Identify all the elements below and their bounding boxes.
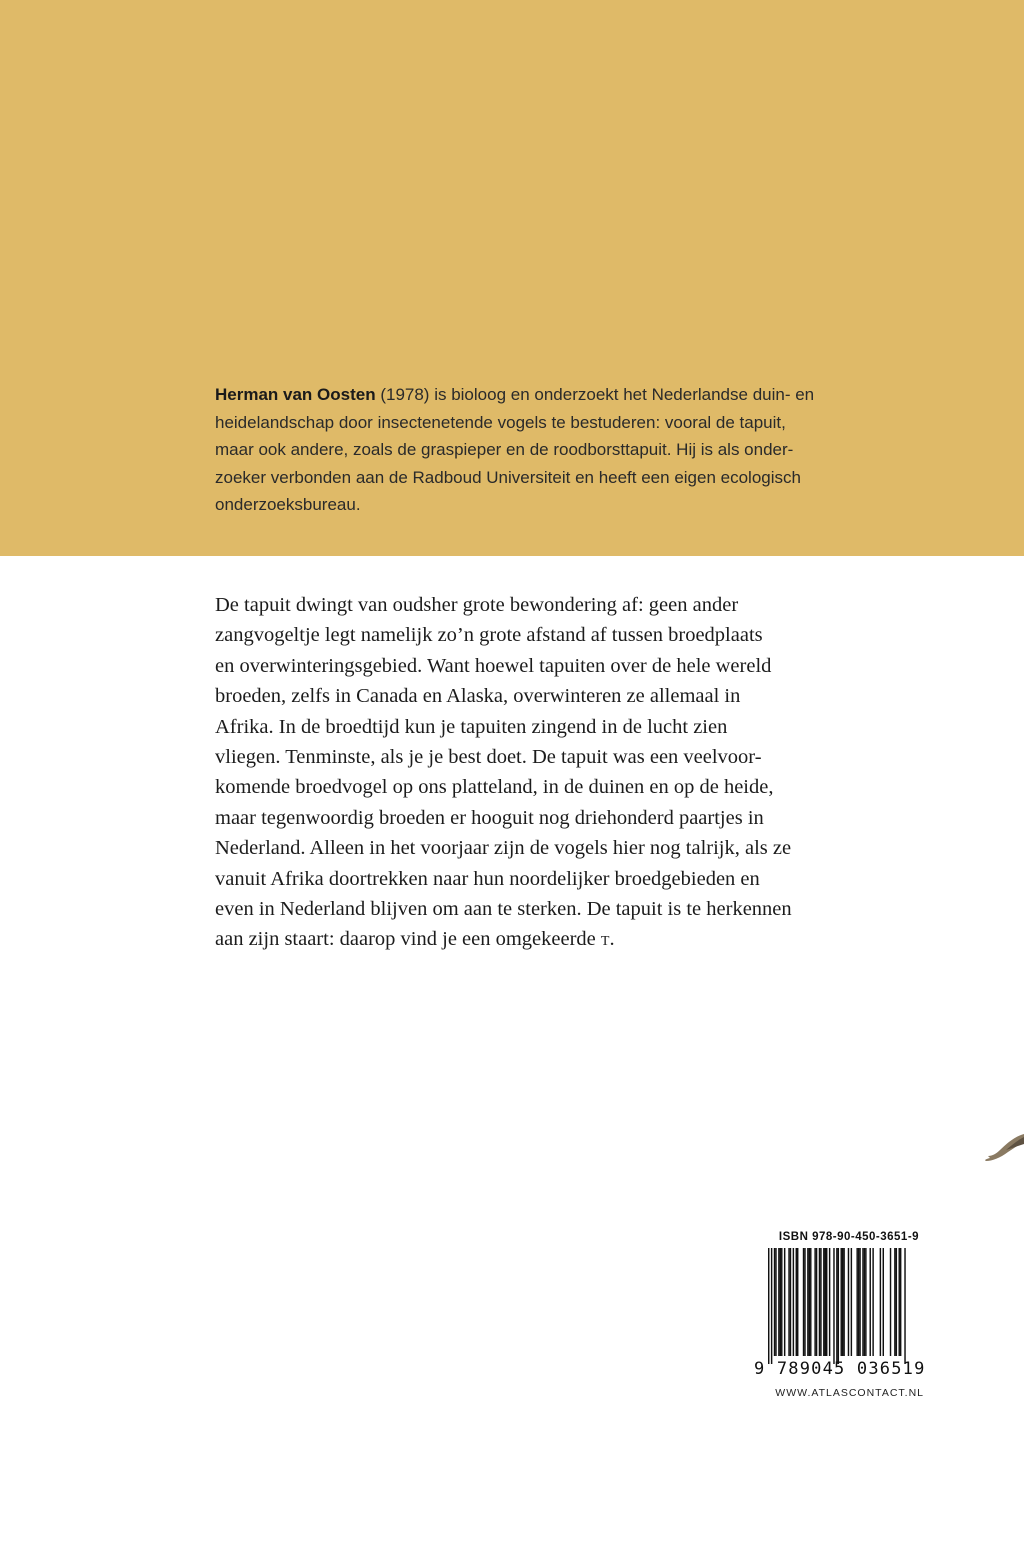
barcode-bar: [870, 1248, 871, 1356]
author-bio-line: onderzoeksbureau.: [215, 495, 361, 514]
blurb-last-line-end: .: [609, 928, 615, 951]
barcode-bar: [894, 1248, 895, 1356]
barcode-bar: [890, 1248, 891, 1356]
barcode-bar: [823, 1248, 824, 1356]
barcode-bar: [825, 1248, 826, 1356]
blurb-line: De tapuit dwingt van oudsher grote bewondering af: geen ander: [215, 594, 739, 616]
blurb-line: en overwinteringsgebied. Want hoewel tapuiten over de hele wereld: [215, 654, 772, 677]
barcode-bar: [904, 1248, 905, 1364]
author-bio-line: heidelandschap door insectenetende vogels te bestuderen: vooral de tapuit,: [215, 412, 786, 432]
barcode-bar: [790, 1248, 791, 1356]
barcode-bar: [826, 1248, 827, 1356]
barcode-bar: [856, 1248, 857, 1356]
author-bio: [215, 381, 915, 519]
barcode-bar: [836, 1248, 837, 1364]
barcode-bar: [865, 1248, 866, 1356]
blurb-line: even in Nederland blijven om aan te sterken. De tapuit is te herkennen: [215, 898, 792, 921]
barcode-bar: [781, 1248, 782, 1356]
barcode-bar: [771, 1248, 772, 1364]
barcode-bar: [803, 1248, 804, 1356]
blurb-line: broeden, zelfs in Canada en Alaska, overwinteren ze allemaal in: [215, 685, 741, 708]
barcode-bar: [900, 1248, 901, 1356]
barcode-bar: [809, 1248, 810, 1356]
barcode-icon: [754, 1248, 934, 1366]
barcode-bar: [775, 1248, 776, 1356]
bird-tail-icon: [980, 1128, 1024, 1168]
author-bio-line: [215, 381, 915, 409]
author-bio-intro: (1978) is bioloog en onderzoekt het Nederlandse duin- en: [375, 385, 815, 404]
barcode-bar: [796, 1248, 797, 1356]
barcode-bar: [833, 1248, 834, 1364]
barcode-bar: [819, 1248, 820, 1356]
barcode-bar: [872, 1248, 873, 1356]
barcode-bar: [780, 1248, 781, 1356]
blurb-last-line: [215, 924, 915, 957]
barcode-bar: [859, 1248, 860, 1356]
barcode-bar: [797, 1248, 798, 1356]
barcode-bar: [807, 1248, 808, 1356]
blurb-letter-t: T: [600, 934, 610, 950]
barcode-bar: [858, 1248, 859, 1356]
barcode-bar: [880, 1248, 881, 1356]
isbn-label: ISBN 978-90-450-3651-9: [778, 1231, 920, 1243]
barcode-bar: [784, 1248, 785, 1356]
barcode-bar: [810, 1248, 811, 1356]
barcode-bar: [862, 1248, 863, 1356]
barcode-bar: [838, 1248, 839, 1364]
barcode-bar: [793, 1248, 794, 1356]
blurb-line: zangvogeltje legt namelijk zo’n grote afstand af tussen broedplaats: [215, 624, 763, 647]
barcode-bar: [804, 1248, 805, 1356]
publisher-website: WWW.ATLASCONTACT.NL: [775, 1387, 924, 1399]
barcode-bar: [843, 1248, 844, 1356]
barcode-bar: [883, 1248, 884, 1356]
blurb-line: Afrika. In de broedtijd kun je tapuiten zingend in de lucht zien: [215, 715, 728, 738]
barcode-bar: [842, 1248, 843, 1356]
blurb-line: komende broedvogel op ons platteland, in de duinen en op de heide,: [215, 776, 774, 799]
barcode-bar: [864, 1248, 865, 1356]
barcode-bar: [778, 1248, 779, 1356]
barcode-bar: [848, 1248, 849, 1356]
barcode-bar: [768, 1248, 769, 1364]
barcode-bar: [829, 1248, 830, 1356]
barcode-bar: [820, 1248, 821, 1356]
barcode-digits: 9 789045 036519: [754, 1359, 926, 1379]
barcode-bar: [851, 1248, 852, 1356]
blurb-line: maar tegenwoordig broeden er hooguit nog driehonderd paartjes in: [215, 806, 764, 829]
barcode-block: [754, 1231, 934, 1401]
blurb-last-line-text: aan zijn staart: daarop vind je een omgekeerde: [215, 928, 601, 951]
barcode-bar: [816, 1248, 817, 1356]
author-bio-line: maar ook andere, zoals de graspieper en de roodborsttapuit. Hij is als onder-: [215, 440, 794, 459]
blurb-line: vliegen. Tenminste, als je je best doet. De tapuit was een veelvoor-: [215, 746, 762, 769]
barcode-bar: [774, 1248, 775, 1356]
barcode-bar: [896, 1248, 897, 1356]
barcode-bar: [841, 1248, 842, 1356]
author-name: Herman van Oosten: [215, 385, 376, 404]
blurb-line: vanuit Afrika doortrekken naar hun noordelijker broedgebieden en: [215, 867, 760, 890]
barcode-bar: [814, 1248, 815, 1356]
blurb-line: Nederland. Alleen in het voorjaar zijn de vogels hier nog talrijk, als ze: [215, 837, 792, 860]
barcode-bar: [788, 1248, 789, 1356]
author-bio-line: zoeker verbonden aan de Radboud Universiteit en heeft een eigen ecologisch: [215, 467, 801, 487]
book-blurb: [215, 590, 915, 958]
barcode-bar: [899, 1248, 900, 1356]
